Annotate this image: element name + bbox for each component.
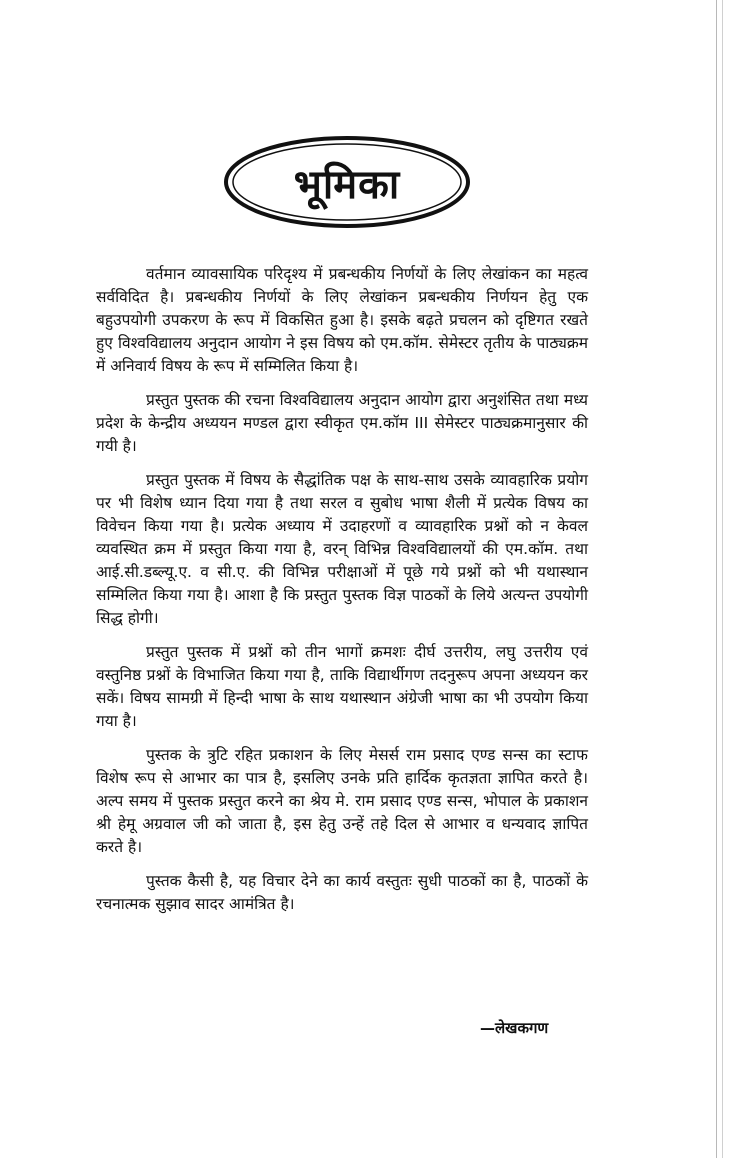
page-edge-line bbox=[722, 0, 723, 1158]
author-signature: —लेखकगण bbox=[480, 1019, 549, 1037]
paragraph: प्रस्तुत पुस्तक में विषय के सैद्धांतिक पक्ष के साथ-साथ उसके व्यावहारिक प्रयोग पर भी विशेष ध्यान दिया गया है तथा सरल व सुबोध भाषा शैली में प्रत्येक विषय का विवेचन किया गया है। प्रत्येक अध्याय में उदाहरणों व व्यावहारिक प्रश्नों को न केवल व्यवस्थित क्रम में प्रस्तुत किया गया है, वरन् विभिन्न विश्वविद्यालयों की एम.कॉम. तथा आई.सी.डब्ल्यू.ए. व सी.ए. की विभिन्न परीक्षाओं में पूछे गये प्रश्नों को भी यथास्थान सम्मिलित किया गया है। आशा है कि प्रस्तुत पुस्तक विज्ञ पाठकों के लिये अत्यन्त उपयोगी सिद्ध होगी। bbox=[96, 471, 588, 627]
paragraph: वर्तमान व्यावसायिक परिदृश्य में प्रबन्धकीय निर्णयों के लिए लेखांकन का महत्व सर्वविदित है। प्रबन्धकीय निर्णयों के लिए लेखांकन प्रबन्धकीय निर्णयन हेतु एक बहुउपयोगी उपकरण के रूप में विकसित हुआ है। इसके बढ़ते प्रचलन को दृष्टिगत रखते हुए विश्वविद्यालय अनुदान आयोग ने इस विषय को एम.कॉम. सेमेस्टर तृतीय के पाठ्यक्रम में अनिवार्य विषय के रूप में सम्मिलित किया है। bbox=[96, 265, 588, 375]
page-edge-line bbox=[716, 0, 717, 1158]
paragraph: प्रस्तुत पुस्तक में प्रश्नों को तीन भागों क्रमशः दीर्घ उत्तरीय, लघु उत्तरीय एवं वस्तुनिष्ठ प्रश्नों के विभाजित किया गया है, ताकि विद्यार्थीगण तदनुरूप अपना अध्ययन कर सकें। विषय सामग्री में हिन्दी भाषा के साथ यथास्थान अंग्रेजी भाषा का भी उपयोग किया गया है। bbox=[96, 643, 588, 730]
page-title: भूमिका bbox=[293, 161, 401, 208]
paragraph: प्रस्तुत पुस्तक की रचना विश्वविद्यालय अनुदान आयोग द्वारा अनुशंसित तथा मध्य प्रदेश के केन्द्रीय अध्ययन मण्डल द्वारा स्वीकृत एम.कॉम III सेमेस्टर पाठ्यक्रमानुसार की गयी है। bbox=[96, 391, 588, 455]
preface-body bbox=[96, 263, 588, 927]
paragraph: पुस्तक कैसी है, यह विचार देने का कार्य वस्तुतः सुधी पाठकों का है, पाठकों के रचनात्मक सुझाव सादर आमंत्रित है। bbox=[96, 872, 588, 913]
paragraph: पुस्तक के त्रुटि रहित प्रकाशन के लिए मेसर्स राम प्रसाद एण्ड सन्स का स्टाफ विशेष रूप से आभार का पात्र है, इसलिए उनके प्रति हार्दिक कृतज्ञता ज्ञापित करते है। अल्प समय में पुस्तक प्रस्तुत करने का श्रेय मे. राम प्रसाद एण्ड सन्स, भोपाल के प्रकाशन श्री हेमू अग्रवाल जी को जाता है, इस हेतु उन्हें तहे दिल से आभार व धन्यवाद ज्ञापित करते है। bbox=[96, 746, 588, 856]
title-oval bbox=[222, 134, 472, 230]
